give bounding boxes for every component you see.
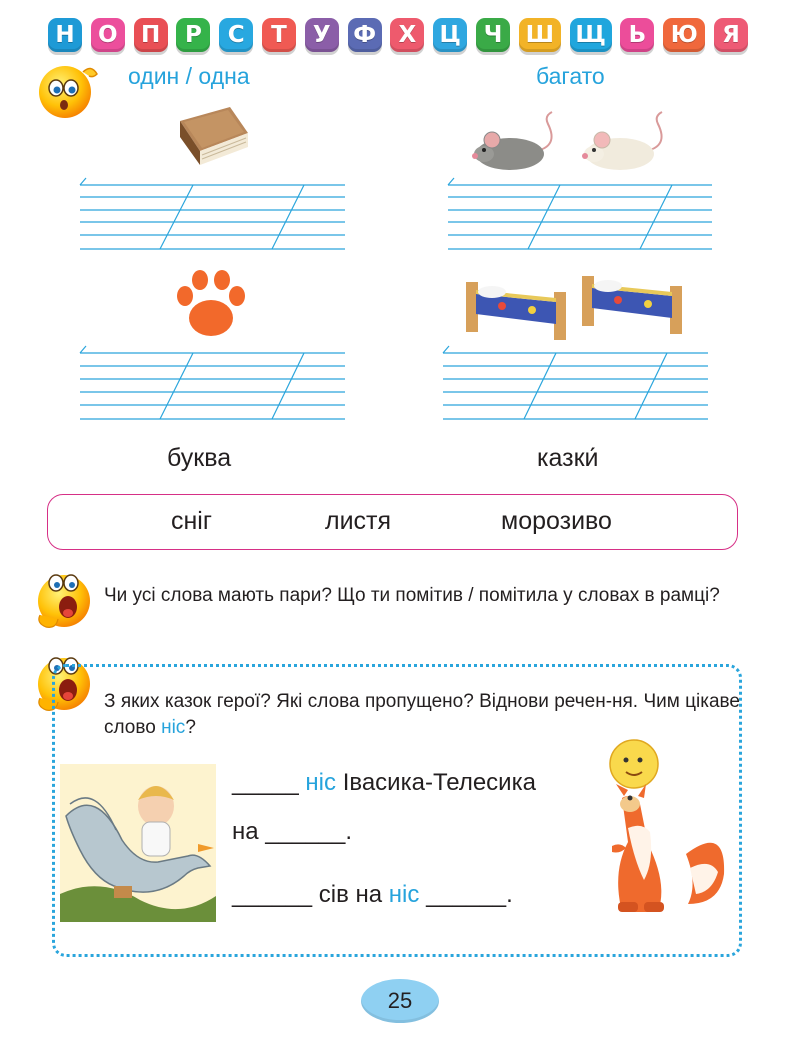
word-bukva: буква — [167, 444, 232, 472]
alphabet-letter: Я — [714, 18, 748, 52]
alphabet-letter: Р — [176, 18, 210, 52]
word-frame — [47, 494, 738, 550]
frame-word-snih: сніг — [171, 507, 212, 535]
word-kazky: казки́ — [537, 444, 599, 472]
sentence-2 — [232, 818, 352, 846]
sentence-3 — [232, 881, 513, 909]
alphabet-letter: Ь — [620, 18, 654, 52]
alphabet-letter: Х — [390, 18, 424, 52]
highlight-word-nis: ніс — [388, 881, 420, 908]
sentence-text: на — [232, 818, 259, 845]
alphabet-letter: У — [305, 18, 339, 52]
alphabet-letter: Ф — [348, 18, 382, 52]
sentence-text: Івасика-Телесика — [342, 769, 536, 796]
question-fairytales — [104, 689, 740, 741]
highlight-word-nis: ніс — [161, 717, 186, 738]
blank: ______. — [426, 881, 513, 908]
frame-word-lystia: листя — [325, 507, 392, 535]
alphabet-letter: О — [91, 18, 125, 52]
question-fairytales-end: ? — [185, 717, 196, 738]
frame-word-morozyvo: морозиво — [501, 507, 612, 535]
sentence-1 — [232, 769, 536, 797]
highlight-word-nis: ніс — [305, 769, 337, 796]
page-number: 25 — [361, 979, 439, 1023]
blank: _____ — [232, 769, 299, 796]
alphabet-letter: Т — [262, 18, 296, 52]
alphabet-letter: Ч — [476, 18, 510, 52]
alphabet-letter: Н — [48, 18, 82, 52]
sentence-text: сів на — [318, 881, 383, 908]
alphabet-letter: С — [219, 18, 253, 52]
alphabet-letter: Ц — [433, 18, 467, 52]
goose-boy-illustration — [60, 764, 216, 922]
alphabet-letter: П — [134, 18, 168, 52]
blank: ______ — [232, 881, 313, 908]
alphabet-letter: Ю — [663, 18, 705, 52]
fox-kolobok-illustration — [600, 738, 730, 916]
blank: ______. — [265, 818, 353, 845]
heading-many: багато — [536, 63, 605, 89]
question-pairs: Чи усі слова мають пари? Що ти помітив / помітила у словах в рамці? — [104, 585, 720, 606]
writing-lines — [0, 0, 800, 440]
alphabet-letter: Щ — [570, 18, 612, 52]
question-fairytales-text: З яких казок герої? Які слова пропущено? Віднови речен-ня. Чим цікаве слово — [104, 691, 740, 738]
heading-single: один / одна — [128, 63, 250, 89]
alphabet-letter: Ш — [519, 18, 561, 52]
talking-emoji-icon — [34, 565, 96, 633]
